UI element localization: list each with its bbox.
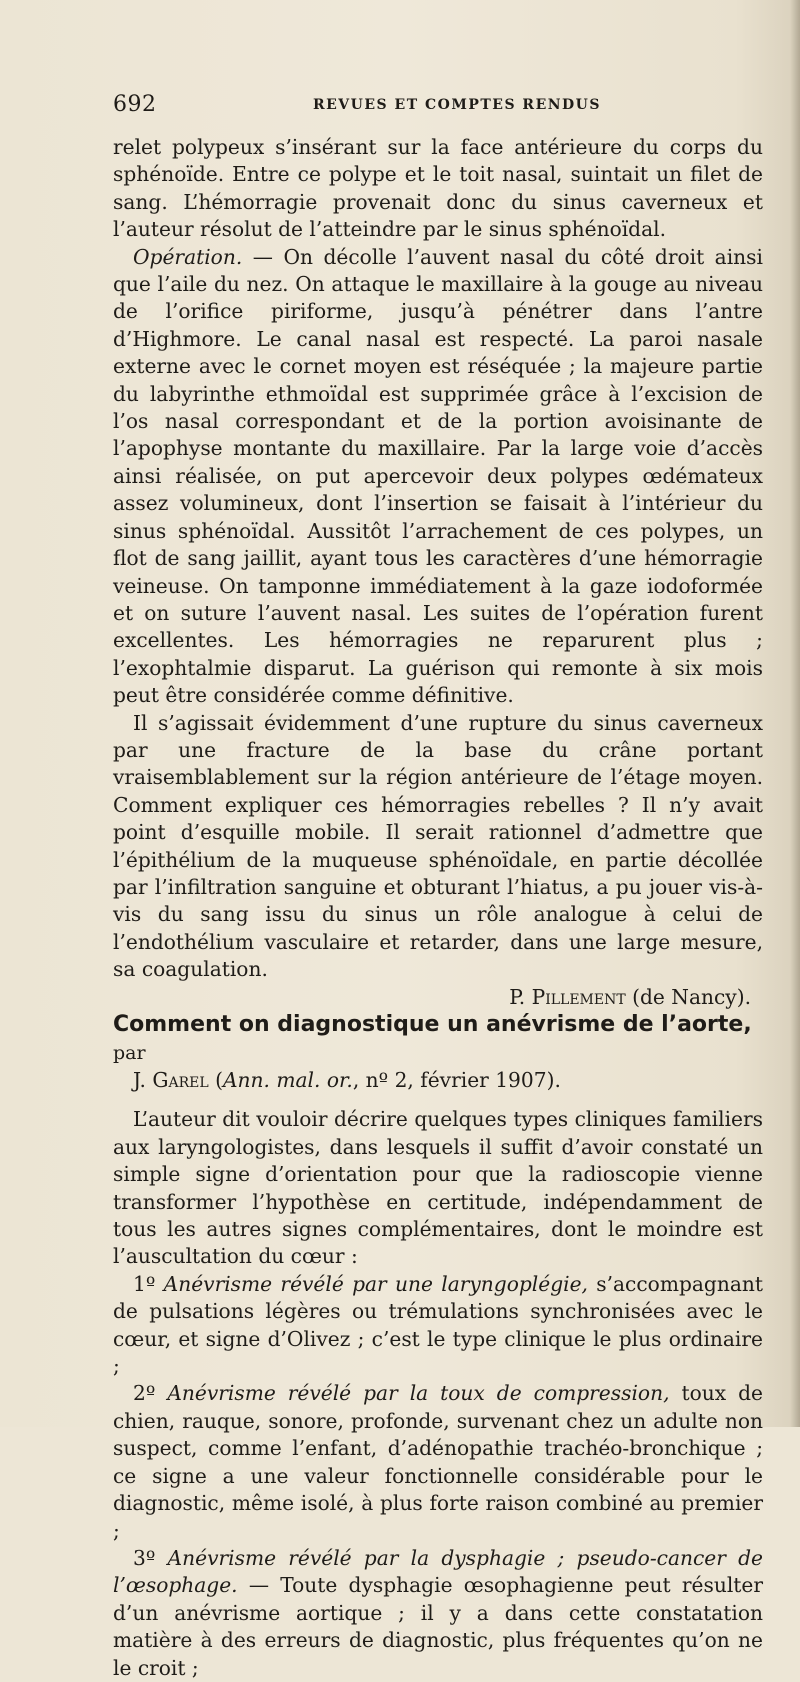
previous-article-signature (113, 984, 763, 1011)
list-item-number: 3º (133, 1545, 168, 1570)
previous-article-paragraph-3: Il s’agissait évidemment d’une rupture du sinus caverneux par une fracture de la base du crâne portant vraisemblablement sur la région antérieure de l’étage moyen. Comment expliquer ces hémorragies rebelles ? Il n’y avait point d’esquille mobile. Il serait rationnel d’admettre que l’épithélium de la muqueuse sphénoïdale, en partie décollée par l’infiltration sanguine et obturant l’hiatus, a pu jouer vis-à-vis du sang issu du sinus un rôle analogue à celui de l’endothélium vasculaire et retarder, dans une large mesure, sa coagulation. (113, 710, 763, 982)
article-author: J. Garel (133, 1068, 209, 1092)
list-item-title: Anévrisme révélé par une laryngoplégie, (163, 1271, 588, 1296)
page-number: 692 (113, 92, 157, 117)
page-header (113, 92, 763, 122)
list-item-title: Anévrisme révélé par la toux de compression, (167, 1381, 670, 1406)
page-body (113, 134, 763, 1682)
article-title-text: Comment on diagnostique un anévrisme de l’aorte, (113, 1012, 752, 1037)
article-title (113, 1011, 763, 1067)
signature-place: (de Nancy). (625, 984, 751, 1009)
list-item-text: toux de chien, rauque, sonore, profonde, survenant chez un adulte non suspect, comme l’enfant, d’adénopathie trachéo-bronchique ; ce signe a une valeur fonctionnelle considérable pour le diagnostic, même isolé, à plus forte raison combiné au premier ; (113, 1381, 763, 1543)
article-title-par: par (113, 1042, 146, 1064)
operation-text: — On décolle l’auvent nasal du côté droit ainsi que l’aile du nez. On attaque le maxillaire à la gouge au niveau de l’orifice piriforme, jusqu’à pénétrer dans l’antre d’Highmore. Le canal nasal est respecté. La paroi nasale externe avec le cornet moyen est réséquée ; la majeure partie du labyrinthe ethmoïdal est supprimée grâce à l’excision de l’os nasal correspondant et de la portion avoisinante de l’apophyse montante du maxillaire. Par la large voie d’accès ainsi réalisée, on put apercevoir deux polypes œdémateux assez volumineux, dont l’insertion se faisait à l’intérieur du sinus sphénoïdal. Aussitôt l’arrachement de ces polypes, un flot de sang jaillit, ayant tous les caractères d’une hémorragie veineuse. On tamponne immédiatement à la gaze iodoformée et on suture l’auvent nasal. Les suites de l’opération furent excellentes. Les hémorragies ne reparurent plus ; l’exophtalmie disparut. La guérison qui remonte à six mois peut être considérée comme définitive. (113, 244, 763, 708)
list-item-text: — Toute dysphagie œsophagienne peut résulter d’un anévrisme aortique ; il y a dans cette constatation matière à des erreurs de diagnostic, plus fréquentes qu’on ne le croit ; (113, 1573, 763, 1680)
running-title: REVUES ET COMPTES RENDUS (313, 97, 601, 113)
article-citation (113, 1067, 763, 1094)
list-item (113, 1380, 763, 1544)
previous-article-paragraph-1: relet polypeux s’insérant sur la face antérieure du corps du sphénoïde. Entre ce polype et le toit nasal, suintait un filet de sang. L’hémorragie provenait donc du sinus caverneux et l’auteur résolut de l’atteindre par le sinus sphénoïdal. (113, 135, 763, 242)
signature-name: P. Pillement (509, 984, 626, 1009)
list-item (113, 1545, 763, 1682)
list-item (113, 1271, 763, 1381)
citation-rest: , nº 2, février 1907). (352, 1068, 561, 1092)
page-edge-shadow (790, 0, 800, 1427)
list-item-number: 1º (133, 1271, 164, 1296)
article-intro: L’auteur dit vouloir décrire quelques types cliniques familiers aux laryngologistes, dans lesquels il suffit d’avoir constaté un simple signe d’orientation pour que la radioscopie vienne transformer l’hypothèse en certitude, indépendamment de tous les autres signes complémentaires, dont le moindre est l’auscultation du cœur : (113, 1107, 763, 1269)
list-item-number: 2º (133, 1381, 168, 1406)
list-item-title: Anévrisme révélé par la dysphagie ; pseudo-cancer de l’œsophage. (113, 1545, 763, 1598)
previous-article-paragraph-2 (113, 244, 763, 710)
article-journal: Ann. mal. or. (222, 1068, 353, 1092)
operation-label: Opération. (133, 244, 243, 269)
citation-open: ( (208, 1068, 223, 1092)
list-item-text: s’accompagnant de pulsations légères ou trémulations synchronisées avec le cœur, et signe d’Olivez ; c’est le type clinique le plus ordinaire ; (113, 1271, 763, 1379)
